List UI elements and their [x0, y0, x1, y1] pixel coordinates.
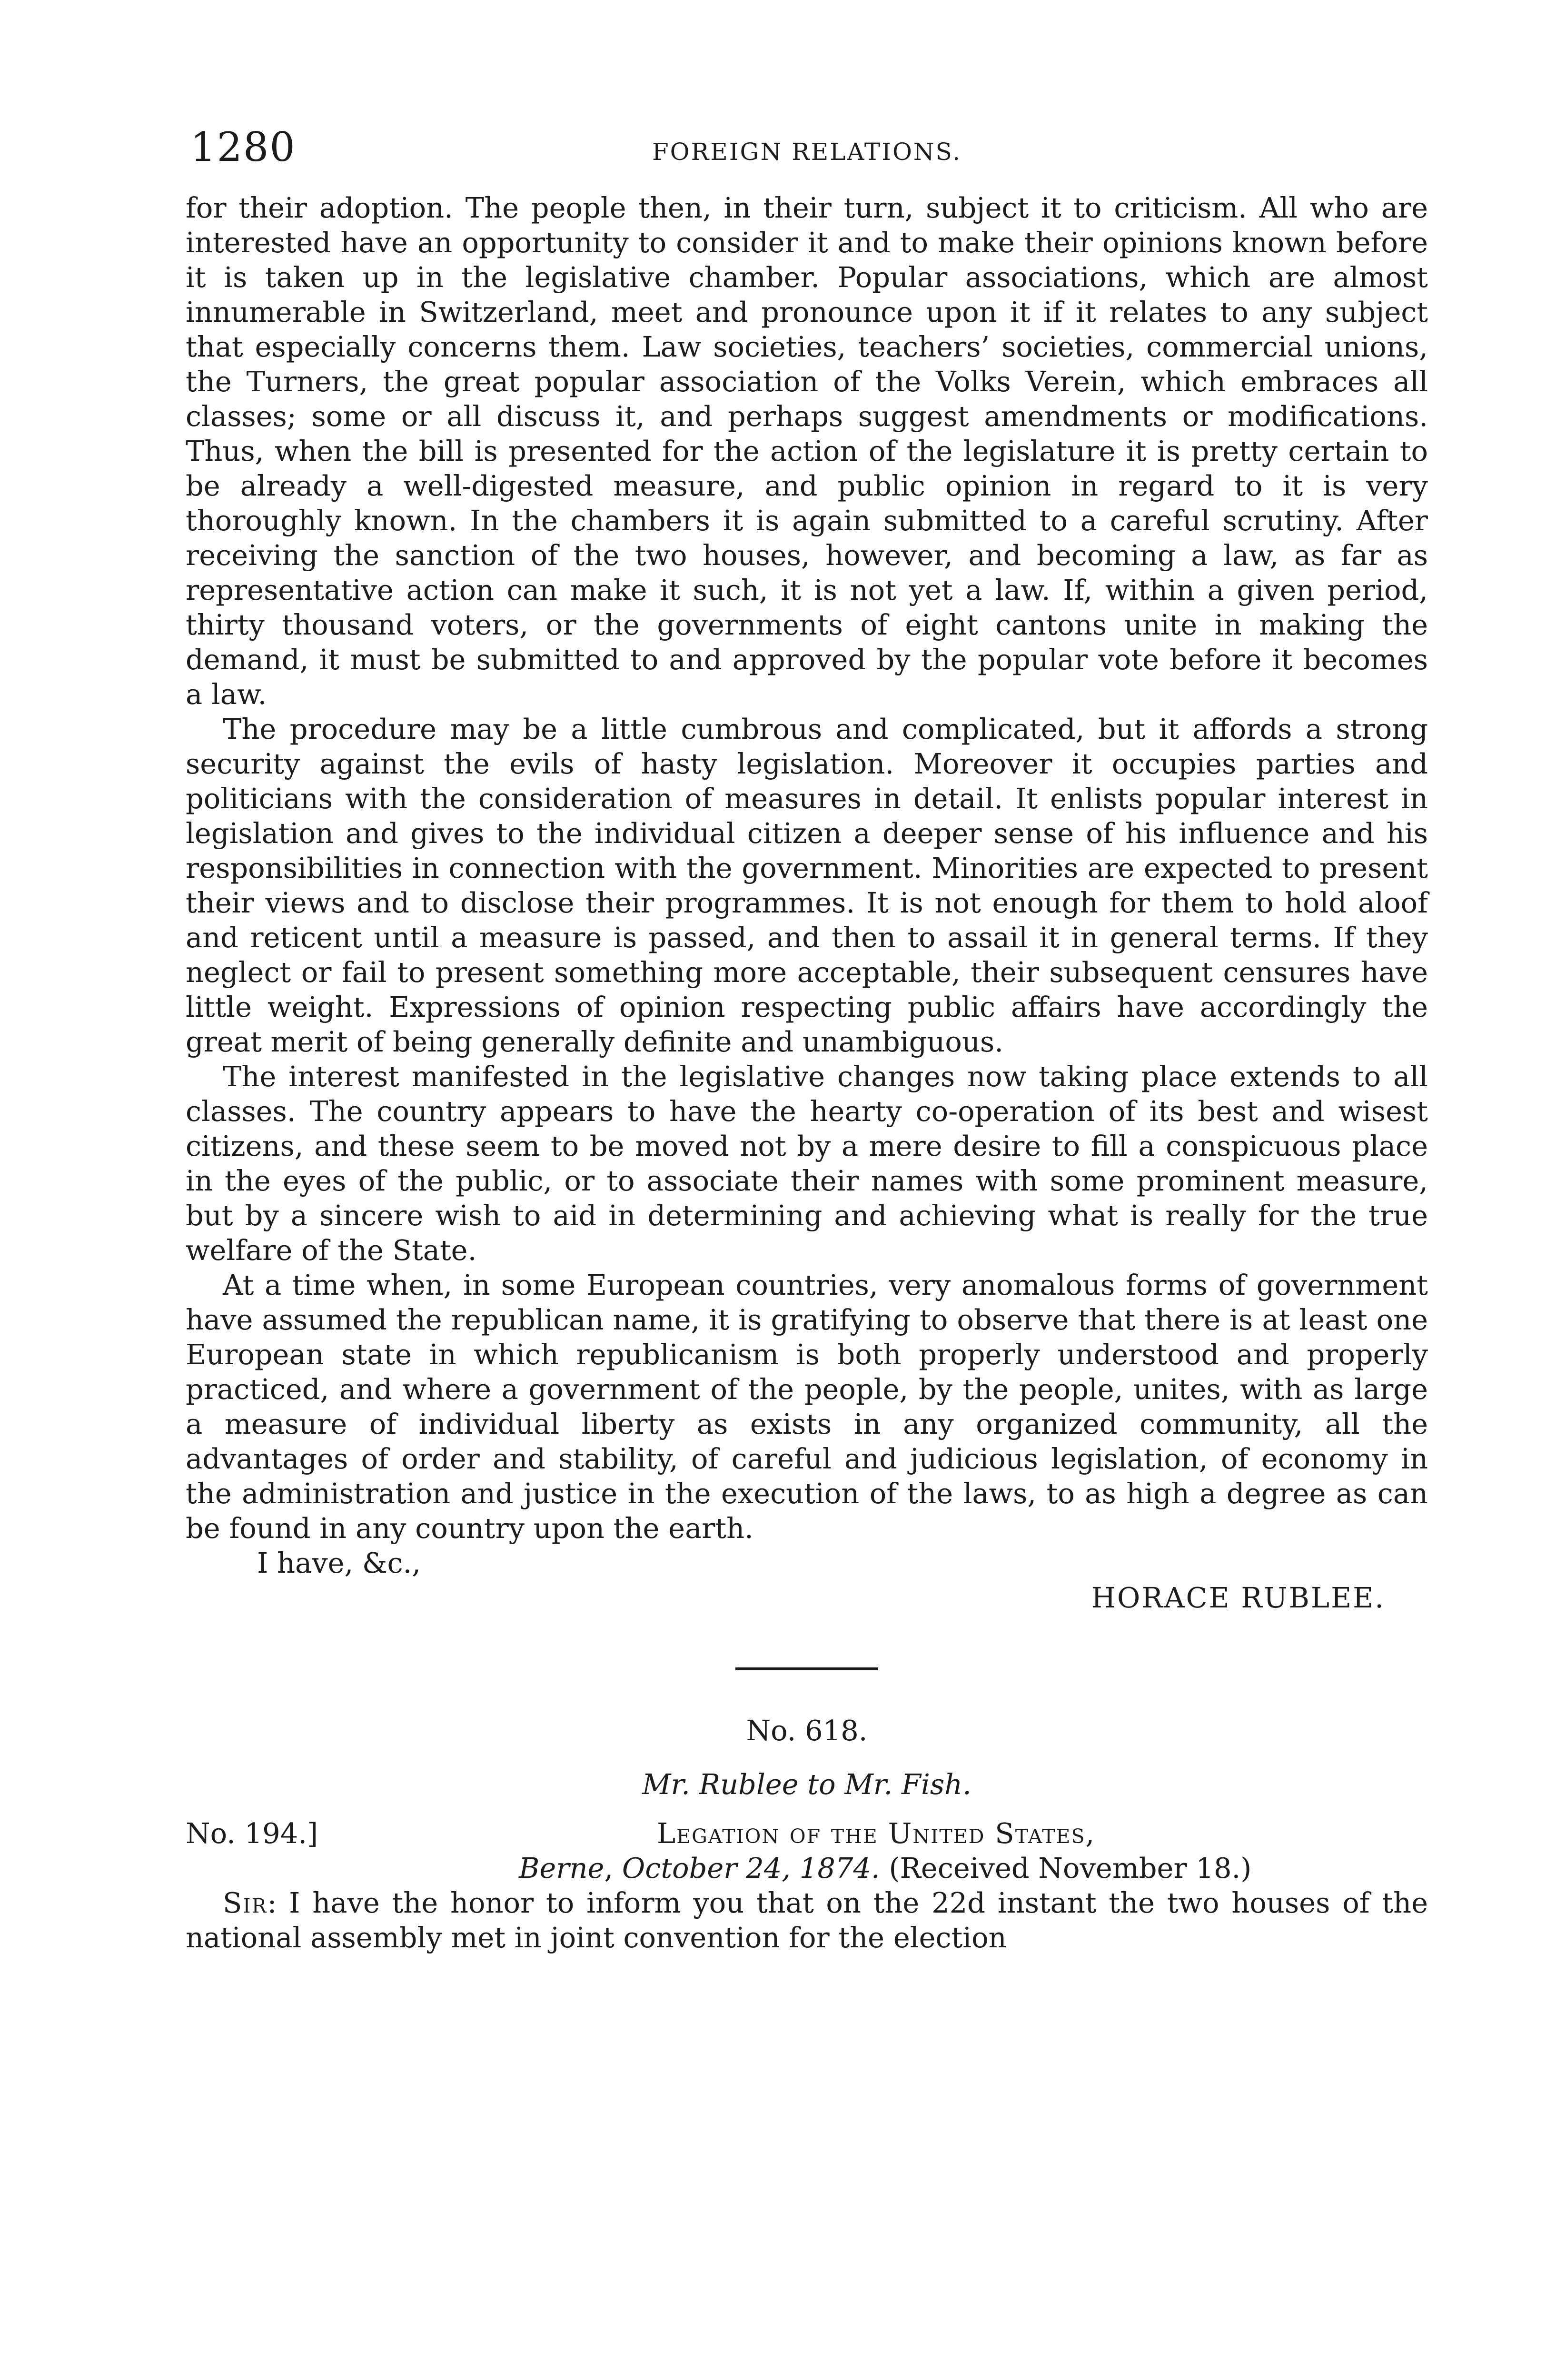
- running-title: FOREIGN RELATIONS.: [652, 138, 962, 166]
- place-date-line: Berne, October 24, 1874. (Received November 18.): [519, 1852, 1252, 1884]
- running-head: [186, 119, 1428, 176]
- section-divider: [735, 1667, 878, 1670]
- document-number: No. 618.: [746, 1714, 868, 1747]
- signature: HORACE RUBLEE.: [1091, 1581, 1385, 1614]
- opening-paragraph: [186, 1885, 1428, 1955]
- paragraph-interest: The interest manifested in the legislative changes now taking place extends to all classes. The country appears to have the hearty co-operation of its best and wisest citizens, and these seem to be moved not by a mere desire to fill a conspicuous place in the eyes of the public, or to associate their names with some prominent measure, but by a sincere wish to aid in determining and achieving what is really for the true welfare of the State.: [186, 1060, 1428, 1267]
- opening-text: : I have the honor to inform you that on the 22d instant the two houses of the national assembly met in joint convention for the election: [186, 1886, 1428, 1954]
- page-number: 1280: [190, 124, 296, 170]
- closing-line: I have, &c.,: [257, 1547, 421, 1579]
- date-month-day: October 24, 1874.: [622, 1852, 880, 1884]
- salutation: Sir: [223, 1886, 268, 1919]
- legation-line: Legation of the United States,: [657, 1817, 1096, 1850]
- document-subtitle: Mr. Rublee to Mr. Fish.: [642, 1768, 971, 1801]
- document-page: [186, 119, 1428, 2380]
- received-note: (Received November 18.): [889, 1852, 1252, 1884]
- paragraph-continuation: for their adoption. The people then, in their turn, subject it to criticism. All who are interested have an opportunity to consider it and to make their opinions known before it is taken up in the legislative chamber. Popular associations, which are almost innumerable in Switzerland, meet and pronounce upon it if it relates to any subject that especially concerns them. Law societies, teachers’ societies, commercial unions, the Turners, the great popular association of the Volks Verein, which embraces all classes; some or all discuss it, and perhaps suggest amendments or modifications. Thus, when the bill is presented for the action of the legislature it is pretty certain to be already a well-digested measure, and public opinion in regard to it is very thoroughly known. In the chambers it is again submitted to a careful scrutiny. After receiving the sanction of the two houses, however, and becoming a law, as far as representative action can make it such, it is not yet a law. If, within a given period, thirty thousand voters, or the governments of eight cantons unite in making the demand, it must be submitted to and approved by the popular vote before it becomes a law.: [186, 191, 1428, 711]
- paragraph-conclusion: At a time when, in some European countries, very anomalous forms of government have assumed the republican name, it is gratifying to observe that there is at least one European state in which republicanism is both properly understood and properly practiced, and where a government of the people, by the people, unites, with as large a measure of individual liberty as exists in any organized community, all the advantages of order and stability, of careful and judicious legislation, of economy in the administration and justice in the execution of the laws, to as high a degree as can be found in any country upon the earth.: [186, 1269, 1428, 1545]
- dispatch-number: No. 194.]: [186, 1817, 318, 1850]
- dispatch-heading: [186, 1816, 1428, 1885]
- letter-body: [186, 190, 1428, 1546]
- place: Berne: [519, 1852, 605, 1884]
- paragraph-procedure: The procedure may be a little cumbrous and complicated, but it affords a strong security against the evils of hasty legislation. Moreover it occupies parties and politicians with the consideration of measures in detail. It enlists popular interest in legislation and gives to the individual citizen a deeper sense of his influence and his responsibilities in connection with the government. Minorities are expected to present their views and to disclose their programmes. It is not enough for them to hold aloof and reticent until a measure is passed, and then to assail it in general terms. If they neglect or fail to present something more acceptable, their subsequent censures have little weight. Expressions of opinion respecting public affairs have accordingly the great merit of being generally definite and unambiguous.: [186, 713, 1428, 1058]
